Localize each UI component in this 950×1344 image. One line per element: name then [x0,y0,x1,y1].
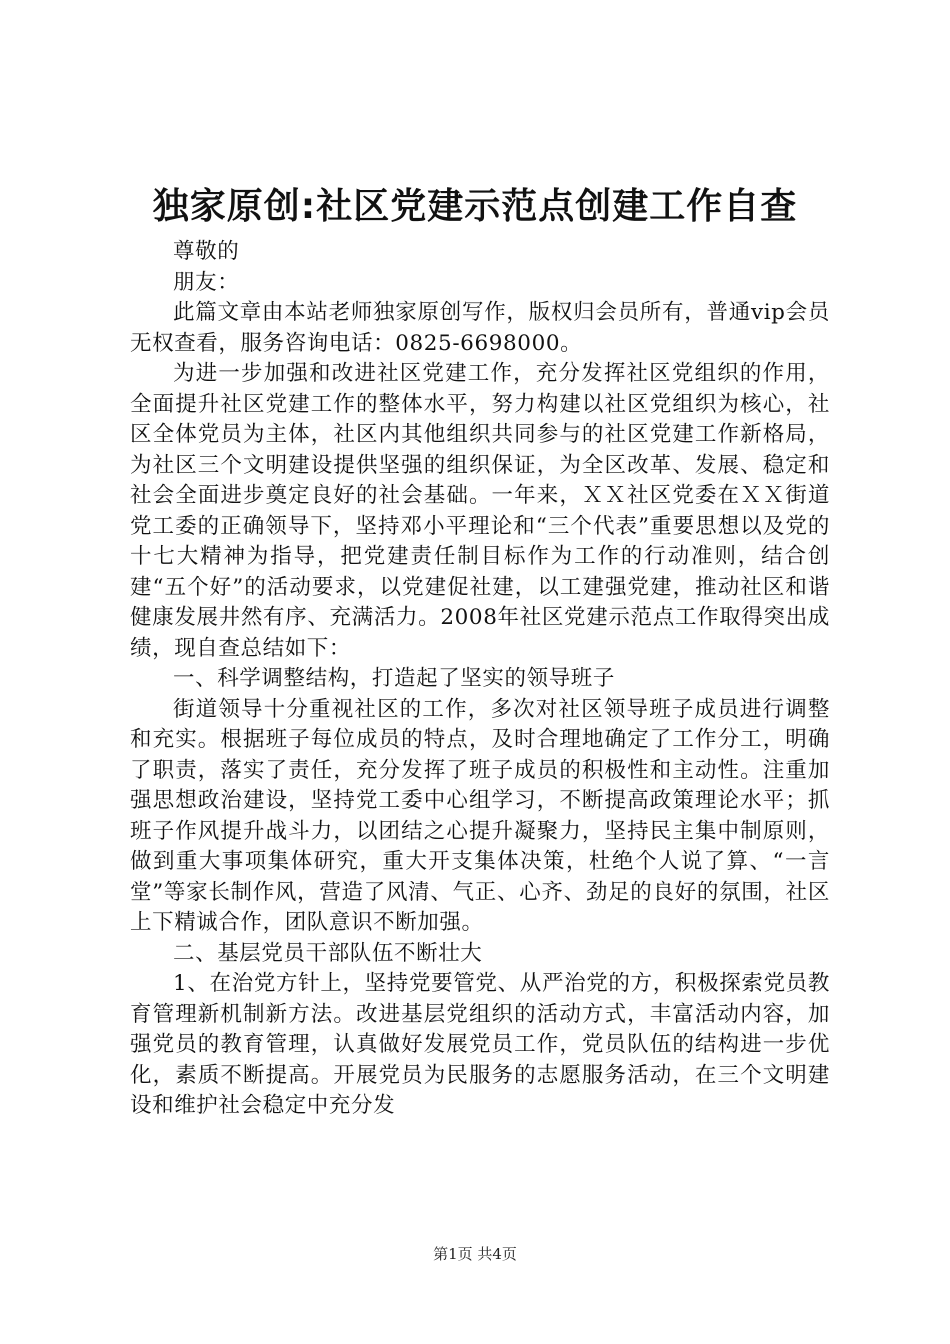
section-2-paragraph: 1、在治党方针上，坚持党要管党、从严治党的方，积极探索党员教育管理新机制新方法。改进基层党组织的活动方式，丰富活动内容，加强党员的教育管理，认真做好发展党员工作，党员队伍的结构进一步优化，素质不断提高。开展党员为民服务的志愿服务活动，在三个文明建设和维护社会稳定中充分发 [130,971,830,1118]
section-1-paragraph: 街道领导十分重视社区的工作，多次对社区领导班子成员进行调整和充实。根据班子每位成员的特点，及时合理地确定了工作分工，明确了职责，落实了责任，充分发挥了班子成员的积极性和主动性。注重加强思想政治建设，坚持党工委中心组学习，不断提高政策理论水平；抓班子作风提升战斗力，以团结之心提升凝聚力，坚持民主集中制原则，做到重大事项集体研究，重大开支集体决策，杜绝个人说了算、“一言堂”等家长制作风，营造了风清、气正、心齐、劲足的良好的氛围，社区上下精诚合作，团队意识不断加强。 [130,696,830,935]
document-body [130,237,830,1122]
section-heading-1: 一、科学调整结构，打造起了坚实的领导班子 [173,666,616,691]
document-title: 独家原创:社区党建示范点创建工作自查 [152,186,798,227]
salutation-line-2: 朋友： [173,269,240,295]
intro-paragraph: 为进一步加强和改进社区党建工作，充分发挥社区党组织的作用，全面提升社区党建工作的整体水平，努力构建以社区党组织为核心，社区全体党员为主体，社区内其他组织共同参与的社区党建工作新格局，为社区三个文明建设提供坚强的组织保证，为全区改革、发展、稳定和社会全面进步奠定良好的社会基础。一年来，ＸＸ社区党委在ＸＸ街道党工委的正确领导下，坚持邓小平理论和“三个代表”重要思想以及党的十七大精神为指导，把党建责任制目标作为工作的行动准则，结合创建“五个好”的活动要求，以党建促社建，以工建强党建，推动社区和谐健康发展井然有序、充满活力。2008年社区党建示范点工作取得突出成绩，现自查总结如下： [130,361,830,661]
copyright-notice: 此篇文章由本站老师独家原创写作，版权归会员所有，普通vip会员无权查看，服务咨询电话：0825-6698000。 [130,300,830,356]
section-heading-2: 二、基层党员干部队伍不断壮大 [173,940,483,966]
page-footer: 第1页 共4页 [433,1245,517,1263]
salutation-line-1: 尊敬的 [173,239,240,264]
